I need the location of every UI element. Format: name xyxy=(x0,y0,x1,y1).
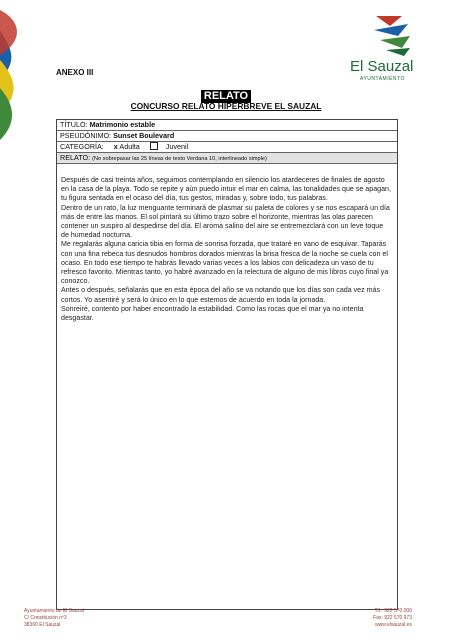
pseudonym-label: PSEUDÓNIMO: xyxy=(60,131,112,140)
category-adult-checkmark[interactable]: x xyxy=(113,142,118,151)
document-subtitle: CONCURSO RELATO HIPERBREVE EL SAUZAL xyxy=(130,101,322,111)
story-paragraph: Dentro de un rato, la luz menguante terminará de plasmar su paleta de colores y se nos escapará un día más de entre las manos. El sol pintará su último trazo sobre el horizonte, mientras las olas parecen contener un suspiro al despedirse del día. El aroma salino del aire se entremezclará con un leve toque de humedad nocturna. xyxy=(61,203,390,240)
category-youth-checkbox[interactable] xyxy=(150,142,158,150)
category-adult-label: Adulta xyxy=(119,142,140,151)
story-paragraph: Me regalarás alguna caricia tibia en forma de sonrisa forzada, que trataré en vano de esquivar. Taparás con una fina rebeca tus desnudos hombros dorados mientras la brisa fresca de la noche se cuela con el ocaso. En todo ese tiempo te habrás llevado varias veces a los labios con delicadeza un vaso de tu refresco favorito. Mientras tanto, yo habré avanzado en la relectura de alguno de mis libros cuyo final ya conozco. xyxy=(61,240,389,286)
pseudonym-value: Sunset Boulevard xyxy=(113,131,175,140)
footer-fax: Fax: 922 570 973 xyxy=(373,615,412,621)
annex-label: ANEXO III xyxy=(56,68,94,77)
footer-address xyxy=(24,608,84,629)
story-paragraph: Antes o después, señalarás que en esta época del año se va notando que los días son cada vez más cortos. Yo asentiré y será lo único en lo que estemos de acuerdo en toda la jornada. xyxy=(61,286,381,304)
logo-name: El Sauzal xyxy=(350,58,414,75)
story-label: RELATO: xyxy=(60,153,91,162)
category-row xyxy=(57,142,397,153)
category-youth-label: Juvenil xyxy=(165,142,189,151)
story-note: (No sobrepasar las 25 líneas de texto Verdana 10, interlineado simple) xyxy=(92,156,267,162)
title-value: Matrimonio estable xyxy=(89,120,156,129)
document-title: RELATO xyxy=(201,90,251,103)
logo-icon xyxy=(372,14,412,56)
footer-org: Ayuntamiento de El Sauzal xyxy=(24,608,84,614)
story-paragraph: Sonreiré, contento por haber encontrado la estabilidad. Como las rocas que el mar ya no intenta desgastar. xyxy=(61,304,364,323)
story-paragraph: Después de casi treinta años, seguimos contemplando en silencio los atardeceres de finales de agosto en la casa de la playa. Todo se repite y aún puedo intuir el mar en calma, las tonalidades que se apagan, tu figura sentada en el ocaso del día, tus gestos, miradas y, sobre todo, tus palabras. xyxy=(61,176,391,203)
story-form xyxy=(56,119,398,610)
logo-subtitle: AYUNTAMIENTO xyxy=(360,76,405,82)
footer-tel: Tlf.: 922 570 000 xyxy=(374,608,412,614)
footer-street: C/ Constitución nº3 xyxy=(24,615,67,621)
title-label: TÍTULO: xyxy=(60,120,88,129)
title-row xyxy=(57,120,397,131)
footer-city: 38360 El Sauzal xyxy=(24,622,61,628)
story-header-row xyxy=(57,153,397,164)
footer-web[interactable]: www.elsauzal.es xyxy=(375,622,412,628)
decorative-swoosh xyxy=(0,0,30,150)
category-label: CATEGORÍA: xyxy=(60,142,104,151)
story-body xyxy=(57,164,397,323)
footer-contact xyxy=(373,608,412,629)
pseudonym-row xyxy=(57,131,397,142)
